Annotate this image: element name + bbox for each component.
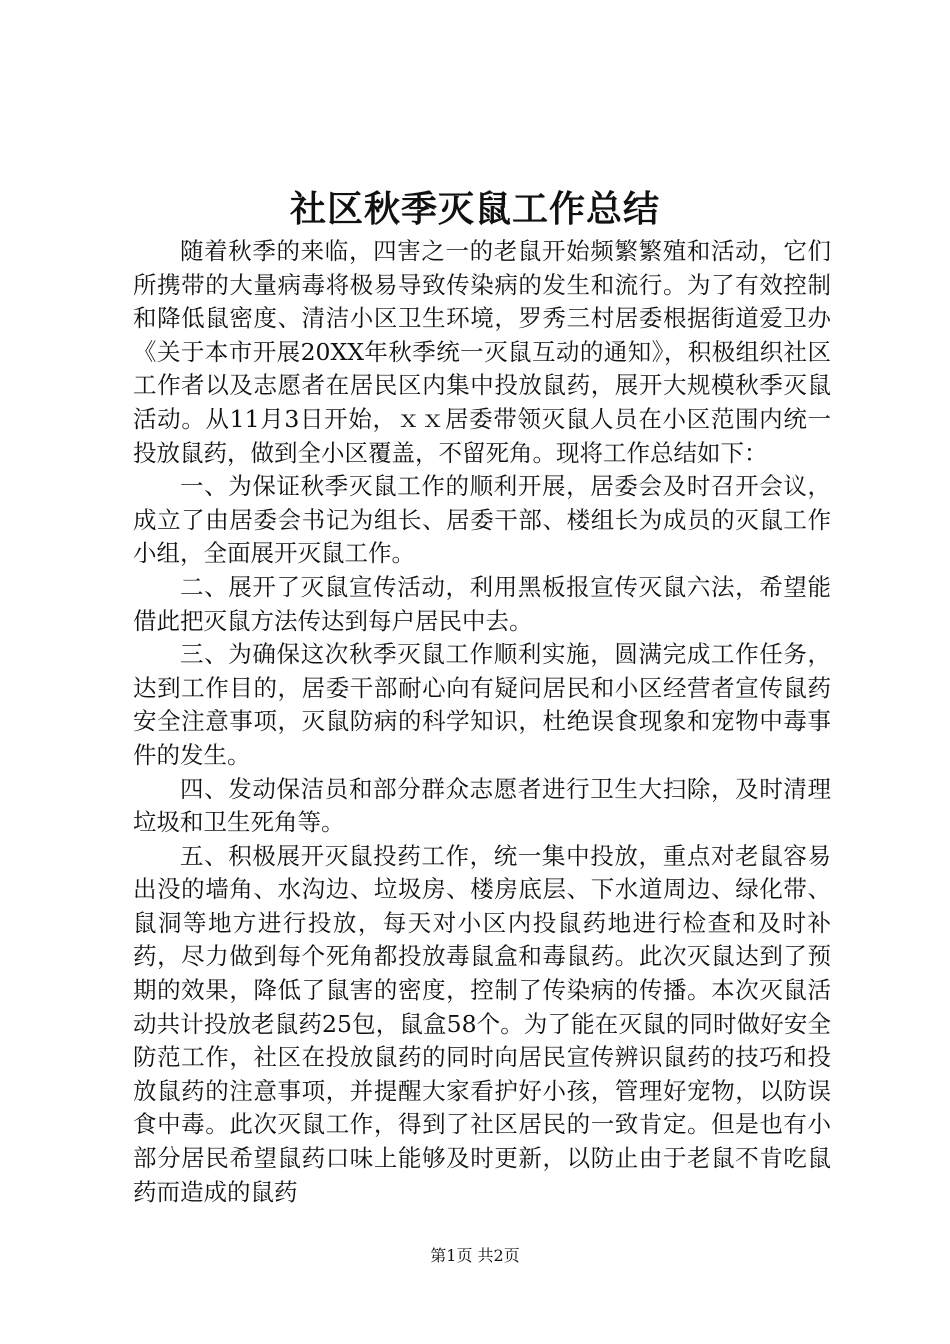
document-body <box>133 235 831 1209</box>
paragraph-item-1: 一、为保证秋季灭鼠工作的顺利开展，居委会及时召开会议，成立了由居委会书记为组长、居委干部、楼组长为成员的灭鼠工作小组，全面展开灭鼠工作。 <box>133 472 831 568</box>
paragraph-item-5: 五、积极展开灭鼠投药工作，统一集中投放，重点对老鼠容易出没的墙角、水沟边、垃圾房、楼房底层、下水道周边、绿化带、鼠洞等地方进行投放，每天对小区内投鼠药地进行检查和及时补药，尽力做到每个死角都投放毒鼠盒和毒鼠药。此次灭鼠达到了预期的效果，降低了鼠害的密度，控制了传染病的传播。本次灭鼠活动共计投放老鼠药25包，鼠盒58个。为了能在灭鼠的同时做好安全防范工作，社区在投放鼠药的同时向居民宣传辨识鼠药的技巧和投放鼠药的注意事项，并提醒大家看护好小孩，管理好宠物，以防误食中毒。此次灭鼠工作，得到了社区居民的一致肯定。但是也有小部分居民希望鼠药口味上能够及时更新，以防止由于老鼠不肯吃鼠药而造成的鼠药 <box>133 841 831 1206</box>
paragraph-item-2: 二、展开了灭鼠宣传活动，利用黑板报宣传灭鼠六法，希望能借此把灭鼠方法传达到每户居民中去。 <box>133 572 831 635</box>
page-footer: 第1页 共2页 <box>430 1246 520 1265</box>
paragraph-item-4: 四、发动保洁员和部分群众志愿者进行卫生大扫除，及时清理垃圾和卫生死角等。 <box>133 774 831 837</box>
paragraph-item-3: 三、为确保这次秋季灭鼠工作顺利实施，圆满完成工作任务，达到工作目的，居委干部耐心向有疑问居民和小区经营者宣传鼠药安全注意事项，灭鼠防病的科学知识，杜绝误食现象和宠物中毒事件的发生。 <box>133 640 831 769</box>
document-title: 社区秋季灭鼠工作总结 <box>289 188 660 230</box>
paragraph-intro: 随着秋季的来临，四害之一的老鼠开始频繁繁殖和活动，它们所携带的大量病毒将极易导致传染病的发生和流行。为了有效控制和降低鼠密度、清洁小区卫生环境，罗秀三村居委根据街道爱卫办《关于本市开展20XX年秋季统一灭鼠互动的通知》，积极组织社区工作者以及志愿者在居民区内集中投放鼠药，展开大规模秋季灭鼠活动。从11月3日开始，ｘｘ居委带领灭鼠人员在小区范围内统一投放鼠药，做到全小区覆盖，不留死角。现将工作总结如下： <box>133 237 831 467</box>
